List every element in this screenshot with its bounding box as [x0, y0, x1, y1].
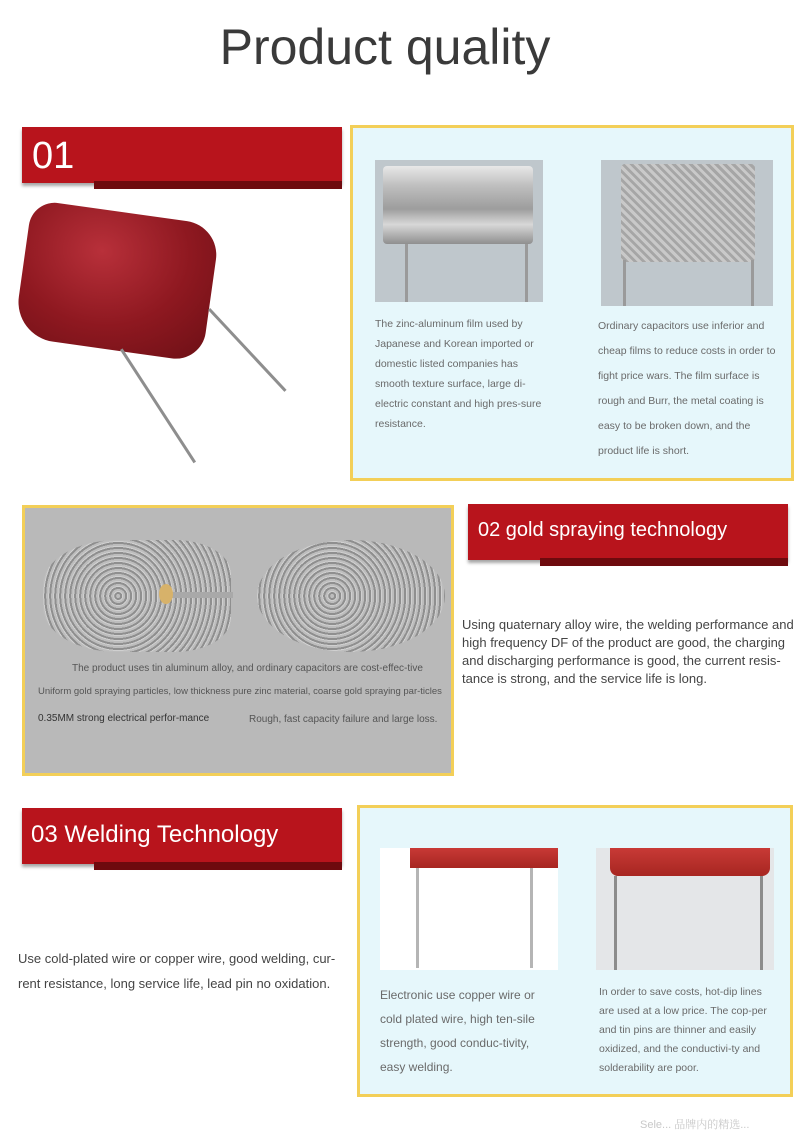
page-title: Product quality — [219, 19, 551, 75]
section3-right-caption: In order to save costs, hot-dip lines are used at a low price. The cop-per and tin pins are thinner and easily oxidized, and the conductivi-ty and solderability are poor. — [599, 986, 767, 1074]
coarse-spray-photo — [257, 540, 445, 652]
film-capacitor-image — [18, 200, 338, 490]
section2-caption-mid: Uniform gold spraying particles, low thickness pure zinc material, coarse gold spraying par-ticles — [38, 686, 442, 697]
section2-caption-top: The product uses tin aluminum alloy, and ordinary capacitors are cost-effec-tive — [72, 663, 423, 674]
section3-left-caption: Electronic use copper wire or cold plated wire, high ten-sile strength, good conduc-tivity, easy welding. — [380, 988, 535, 1074]
copper-wire-photo — [380, 848, 558, 970]
section3-heading-banner — [22, 808, 342, 864]
smooth-film-photo — [375, 160, 543, 302]
section1-number: 01 — [32, 135, 75, 177]
section2-caption-left: 0.35MM strong electrical perfor-mance — [38, 713, 210, 724]
section1-right-caption: Ordinary capacitors use inferior and cheap films to reduce costs in order to fight price wars. The film surface is rough and Burr, the metal coating is easy to be broken down, and the product life is short. — [598, 320, 776, 457]
section2-heading-banner — [468, 504, 788, 560]
section1-comparison-panel — [350, 125, 794, 481]
uniform-spray-photo — [43, 540, 231, 652]
section3-comparison-panel — [357, 805, 793, 1097]
section1-number-banner — [22, 127, 342, 183]
section1-left-caption: The zinc-aluminum film used by Japanese and Korean imported or domestic listed companies has smooth texture surface, large di-electric constant and high pres-sure resistance. — [375, 318, 542, 430]
section2-heading: 02 gold spraying technology — [478, 519, 728, 541]
rough-film-photo — [601, 160, 773, 306]
watermark-text: Sele... 品牌内的精选... — [640, 1119, 750, 1131]
section2-description: Using quaternary alloy wire, the welding performance and high frequency DF of the product are good, the charging and discharging performance is good, the current resis-tance is strong, and the service life is long. — [462, 617, 794, 686]
section2-caption-right: Rough, fast capacity failure and large loss. — [249, 714, 438, 725]
section3-heading: 03 Welding Technology — [31, 821, 279, 848]
hot-dip-wire-photo — [596, 848, 774, 970]
section3-description: Use cold-plated wire or copper wire, good welding, cur-rent resistance, long service life, lead pin no oxidation. — [18, 951, 336, 991]
section2-comparison-panel — [22, 505, 454, 776]
